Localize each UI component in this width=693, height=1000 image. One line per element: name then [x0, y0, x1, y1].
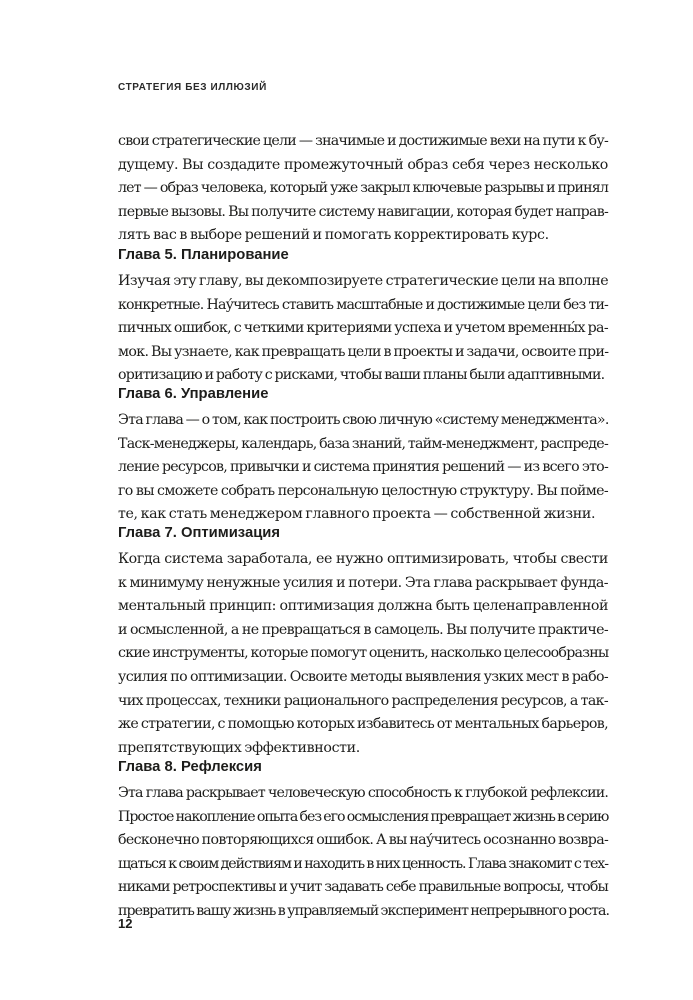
text-line: первые вызовы. Вы получите систему навигации, которая будет направ- — [118, 203, 608, 220]
text-line: Простое накопление опыта без его осмысления превращает жизнь в серию — [118, 808, 609, 825]
text-line: оритизацию и работу с рисками, чтобы ваши планы были адаптивными. — [118, 367, 605, 384]
text-line: Таск-менеджеры, календарь, база знаний, тайм-менеджмент, распреде- — [118, 435, 608, 452]
text-line: никами ретроспективы и учит задавать себе правильные вопросы, чтобы — [118, 879, 608, 896]
text-line: го вы сможете собрать персональную целостную структуру. Вы пойме- — [118, 482, 608, 499]
text-line: мок. Вы узнаете, как превращать цели в проекты и задачи, освоите при- — [118, 343, 609, 360]
chapter-heading: Глава 5. Планирование — [118, 247, 289, 263]
text-line: ление ресурсов, привычки и система принятия решений — из всего это- — [118, 459, 608, 476]
text-line: бесконечно повторяющихся ошибок. А вы нау́читесь осознанно возвра- — [118, 832, 609, 849]
text-line: лять вас в выборе решений и помогать корректировать курс. — [118, 227, 549, 244]
text-line: дущему. Вы создадите промежуточный образ себя через несколько — [118, 156, 608, 173]
text-line: те, как стать менеджером главного проекта — собственной жизни. — [118, 506, 596, 523]
text-line: пичных ошибок, с четкими критериями успеха и учетом временны́х ра- — [118, 320, 608, 337]
text-line: ские инструменты, которые помогут оценить, насколько целесообразны — [118, 645, 609, 662]
page-number: 12 — [118, 916, 133, 931]
text-line: свои стратегические цели — значимые и достижимые вехи на пути к бу- — [118, 133, 608, 149]
text-line: и осмысленной, а не превращаться в самоцель. Вы получите практиче- — [118, 621, 608, 638]
text-line: чих процессах, техники рационального распределения ресурсов, а так- — [118, 692, 608, 709]
chapter-paragraph — [118, 270, 608, 388]
running-head: СТРАТЕГИЯ БЕЗ ИЛЛЮЗИЙ — [118, 82, 267, 93]
text-line: Эта глава — о том, как построить свою личную «систему менеджмента». — [118, 412, 609, 428]
chapter-heading: Глава 8. Рефлексия — [118, 759, 262, 775]
text-line: препятствующих эффективности. — [118, 739, 360, 756]
chapter-heading: Глава 6. Управление — [118, 386, 269, 402]
text-line: Изучая эту главу, вы декомпозируете стратегические цели на вполне — [118, 273, 609, 289]
text-line: к минимуму ненужные усилия и потери. Эта глава раскрывает фунда- — [118, 574, 608, 591]
chapter-paragraph — [118, 409, 608, 527]
text-line: Когда система заработала, ее нужно оптимизировать, чтобы свести — [118, 551, 608, 567]
text-line: щаться к своим действиям и находить в них ценность. Глава знакомит с тех- — [118, 855, 608, 872]
text-line: конкретные. Нау́читесь ставить масштабные и достижимые цели без ти- — [118, 296, 608, 313]
text-line: усилия по оптимизации. Освоите методы выявления узких мест в рабо- — [118, 668, 608, 685]
chapter-paragraph — [118, 782, 608, 924]
text-line: превратить вашу жизнь в управляемый эксперимент непрерывного роста. — [118, 902, 610, 919]
intro-paragraph — [118, 130, 608, 248]
text-line: Эта глава раскрывает человеческую способность к глубокой рефлексии. — [118, 785, 608, 801]
text-line: же стратегии, с помощью которых избавитесь от ментальных барьеров, — [118, 716, 608, 733]
text-line: ментальный принцип: оптимизация должна быть целенаправленной — [118, 598, 608, 615]
chapter-paragraph — [118, 548, 608, 760]
chapter-heading: Глава 7. Оптимизация — [118, 525, 281, 541]
text-line: лет — образ человека, который уже закрыл ключевые разрывы и принял — [118, 180, 608, 197]
